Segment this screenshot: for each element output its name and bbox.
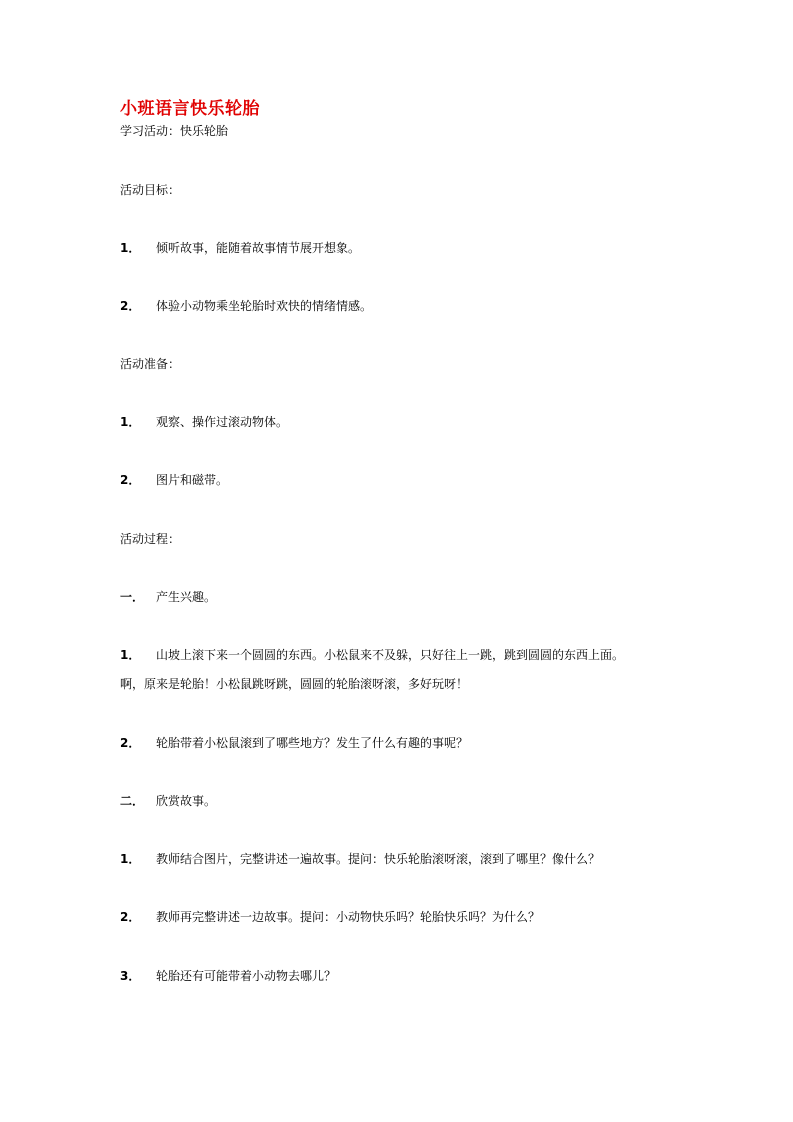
item-text: 观察、操作过滚动物体。 [156,415,289,429]
item-number: 2． [120,473,141,487]
item-text: 教师再完整讲述一边故事。提问：小动物快乐吗？轮胎快乐吗？为什么？ [156,910,541,924]
item-text: 倾听故事，能随着故事情节展开想象。 [156,241,361,255]
item-number: 2． [120,910,141,924]
goal-item [120,298,372,314]
item-text: 体验小动物乘坐轮胎时欢快的情绪情感。 [156,299,373,313]
section-heading [120,589,216,605]
process-item [120,647,624,663]
item-number: 1． [120,852,141,866]
process-item [120,735,468,751]
item-number: 2． [120,736,141,750]
process-item-continuation: 啊，原来是轮胎！小松鼠跳呀跳，圆圆的轮胎滚呀滚，多好玩呀！ [120,677,469,691]
item-number: 2． [120,299,141,313]
item-text: 教师结合图片，完整讲述一遍故事。提问：快乐轮胎滚呀滚，滚到了哪里？像什么？ [156,852,601,866]
item-text: 山坡上滚下来一个圆圆的东西。小松鼠来不及躲，只好往上一跳，跳到圆圆的东西上面。 [156,648,625,662]
process-item [120,851,600,867]
process-item [120,909,540,925]
item-number: 1． [120,648,141,662]
subtitle: 学习活动：快乐轮胎 [120,124,229,138]
item-number: 1． [120,241,141,255]
section-number: 一． [120,590,145,604]
prep-item [120,472,228,488]
process-item [120,968,336,984]
item-number: 1． [120,415,141,429]
document-title: 小班语言快乐轮胎 [120,99,260,119]
item-text: 轮胎还有可能带着小动物去哪儿？ [156,969,337,983]
item-text: 轮胎带着小松鼠滚到了哪些地方？发生了什么有趣的事呢？ [156,736,469,750]
prep-item [120,414,288,430]
item-text: 图片和磁带。 [156,473,229,487]
goal-heading: 活动目标： [120,183,181,197]
section-text: 欣赏故事。 [156,794,217,808]
prep-heading: 活动准备： [120,357,181,371]
section-number: 二． [120,794,145,808]
section-heading [120,793,216,809]
process-heading: 活动过程： [120,532,181,546]
section-text: 产生兴趣。 [156,590,217,604]
goal-item [120,240,360,256]
item-number: 3． [120,969,141,983]
